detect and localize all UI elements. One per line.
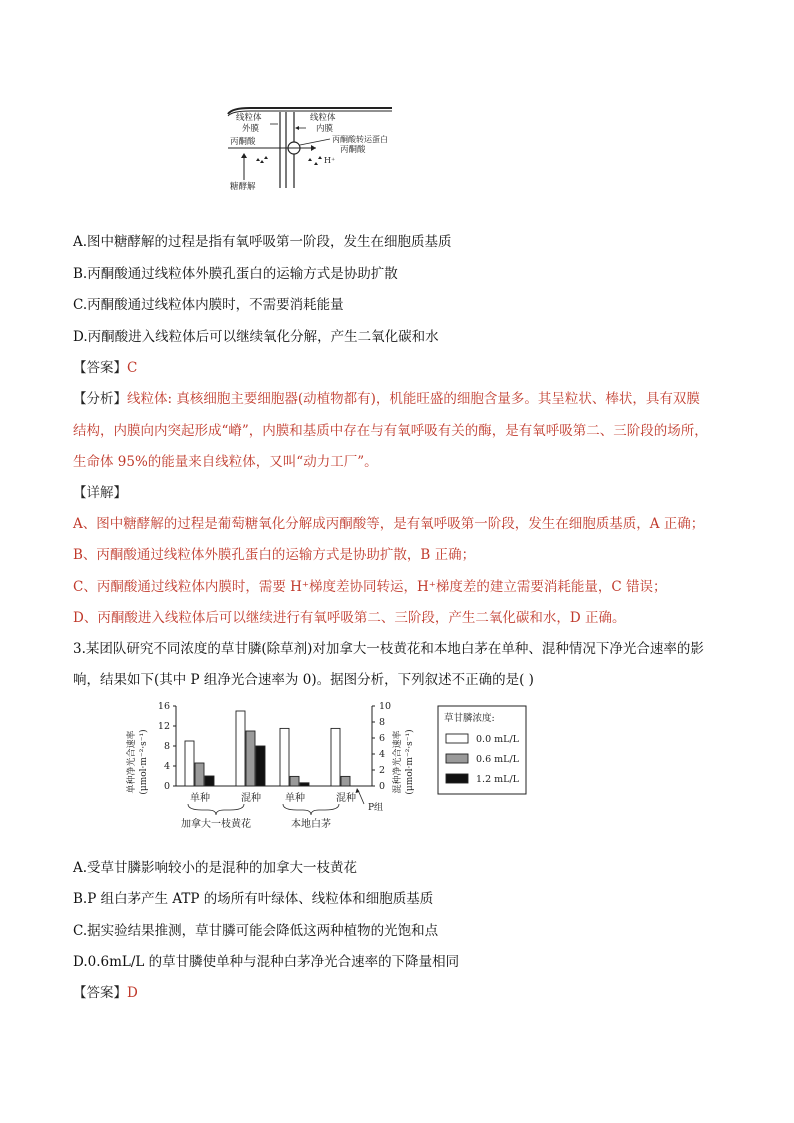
q2-detail-d: D、丙酮酸进入线粒体后可以继续进行有氧呼吸第二、三阶段，产生二氧化碳和水，D 正确。 bbox=[73, 610, 626, 626]
inner-membrane-label: 线粒体内膜 bbox=[310, 113, 336, 134]
legend-label: 1.2 mL/L bbox=[476, 774, 519, 785]
right-tick-label: 0 bbox=[379, 781, 386, 792]
q3-option-d: D.0.6mL/L 的草甘膦使单种与混种白茅净光合速率的下降量相同 bbox=[73, 954, 460, 970]
bar bbox=[205, 776, 214, 786]
q2-option-b: B.丙酮酸通过线粒体外膜孔蛋白的运输方式是协助扩散 bbox=[73, 266, 398, 282]
transporter-label: 丙酮酸转运蛋白 bbox=[332, 135, 388, 144]
answer-value: C bbox=[127, 360, 138, 376]
q2-detail-b: B、丙酮酸通过线粒体外膜孔蛋白的运输方式是协助扩散，B 正确； bbox=[73, 547, 476, 563]
legend-title: 草甘膦浓度: bbox=[444, 713, 495, 724]
outer-membrane-label: 线粒体外膜 bbox=[236, 113, 262, 134]
legend-label: 0.6 mL/L bbox=[476, 754, 519, 765]
q2-detail-a: A、图中糖酵解的过程是葡萄糖氧化分解成丙酮酸等，是有氧呼吸第一阶段，发生在细胞质基质，A 正确； bbox=[73, 516, 705, 532]
q2-answer bbox=[73, 358, 137, 378]
right-axis-label-2: (μmol·m⁻²·s⁻¹) bbox=[405, 729, 415, 795]
answer-value: D bbox=[127, 985, 138, 1001]
q2-option-d: D.丙酮酸进入线粒体后可以继续氧化分解，产生二氧化碳和水 bbox=[73, 329, 439, 345]
right-tick-label: 8 bbox=[379, 717, 386, 728]
bar bbox=[300, 783, 309, 786]
analysis-text: 线粒体: 真核细胞主要细胞器(动植物都有)，机能旺盛的细胞含量多。其呈粒状、棒状，具有双膜 bbox=[127, 391, 700, 407]
left-tick-label: 8 bbox=[163, 741, 170, 752]
legend-swatch bbox=[446, 754, 468, 763]
analysis-tag: 【分析】 bbox=[73, 391, 127, 407]
detail-tag: 【详解】 bbox=[73, 485, 127, 501]
q2-option-a: A.图中糖酵解的过程是指有氧呼吸第一阶段，发生在细胞质基质 bbox=[73, 234, 452, 250]
left-tick-label: 12 bbox=[157, 721, 170, 732]
right-tick-label: 6 bbox=[379, 733, 386, 744]
group-label-cogongrass: 本地白茅 bbox=[291, 819, 331, 830]
left-tick-label: 16 bbox=[157, 701, 170, 712]
answer-tag: 【答案】 bbox=[73, 985, 127, 1001]
bar bbox=[256, 746, 265, 786]
net-photosynthesis-chart bbox=[120, 700, 540, 835]
q3-stem-line-2: 响，结果如下(其中 P 组净光合速率为 0)。据图分析，下列叙述不正确的是( ) bbox=[73, 672, 534, 688]
q3-stem-line-1: 3.某团队研究不同浓度的草甘膦(除草剂)对加拿大一枝黄花和本地白茅在单种、混种情况下净光合速率的影 bbox=[73, 641, 704, 657]
q2-option-c: C.丙酮酸通过线粒体内膜时，不需要消耗能量 bbox=[73, 297, 344, 313]
category-label: 单种 bbox=[190, 793, 210, 804]
q2-detail-c: C、丙酮酸通过线粒体内膜时，需要 H⁺梯度差协同转运，H⁺梯度差的建立需要消耗能量，C 错误； bbox=[73, 579, 667, 595]
q3-option-b: B.P 组白茅产生 ATP 的场所有叶绿体、线粒体和细胞质基质 bbox=[73, 891, 434, 907]
bar bbox=[290, 776, 299, 786]
left-tick-label: 0 bbox=[163, 781, 170, 792]
bar bbox=[280, 728, 289, 786]
category-label: 混种 bbox=[241, 793, 261, 804]
bar bbox=[246, 731, 255, 786]
right-tick-label: 2 bbox=[379, 765, 386, 776]
category-label: 混种 bbox=[336, 793, 356, 804]
q3-option-a: A.受草甘膦影响较小的是混种的加拿大一枝黄花 bbox=[73, 860, 358, 876]
right-tick-label: 4 bbox=[379, 749, 386, 760]
glycolysis-label: 糖酵解 bbox=[230, 182, 256, 192]
legend-label: 0.0 mL/L bbox=[476, 734, 519, 745]
legend-swatch bbox=[446, 734, 468, 743]
q2-analysis-line-3: 生命体 95%的能量来自线粒体，又叫“动力工厂”。 bbox=[73, 454, 378, 470]
q2-analysis-line-1 bbox=[73, 389, 700, 409]
group-label-goldenrod: 加拿大一枝黄花 bbox=[181, 819, 251, 830]
pyruvate-right-label: 丙酮酸 bbox=[340, 145, 366, 155]
q3-answer bbox=[73, 983, 138, 1003]
q2-analysis-line-2: 结构，内膜向内突起形成“嵴”，内膜和基质中存在与有氧呼吸有关的酶，是有氧呼吸第二、三阶段的场所， bbox=[73, 423, 708, 439]
bar bbox=[185, 741, 194, 786]
p-group-label: P组 bbox=[368, 803, 384, 813]
left-tick-label: 4 bbox=[163, 761, 170, 772]
q3-option-c: C.据实验结果推测，草甘膦可能会降低这两种植物的光饱和点 bbox=[73, 923, 439, 939]
mitochondria-diagram bbox=[220, 100, 420, 192]
left-axis-label-2: (μmol·m⁻²·s⁻¹) bbox=[139, 729, 149, 795]
bar bbox=[236, 711, 245, 786]
left-axis-label-1: 单种净光合速率 bbox=[127, 730, 137, 794]
bar bbox=[341, 776, 350, 786]
answer-tag: 【答案】 bbox=[73, 360, 127, 376]
right-tick-label: 10 bbox=[379, 701, 392, 712]
bar bbox=[331, 728, 340, 786]
pyruvate-left-label: 丙酮酸 bbox=[230, 137, 256, 147]
h-plus-label: H⁺ bbox=[324, 156, 336, 165]
category-label: 单种 bbox=[285, 793, 305, 804]
bar bbox=[195, 763, 204, 786]
legend-swatch bbox=[446, 774, 468, 783]
right-axis-label-1: 混种净光合速率 bbox=[393, 730, 403, 794]
